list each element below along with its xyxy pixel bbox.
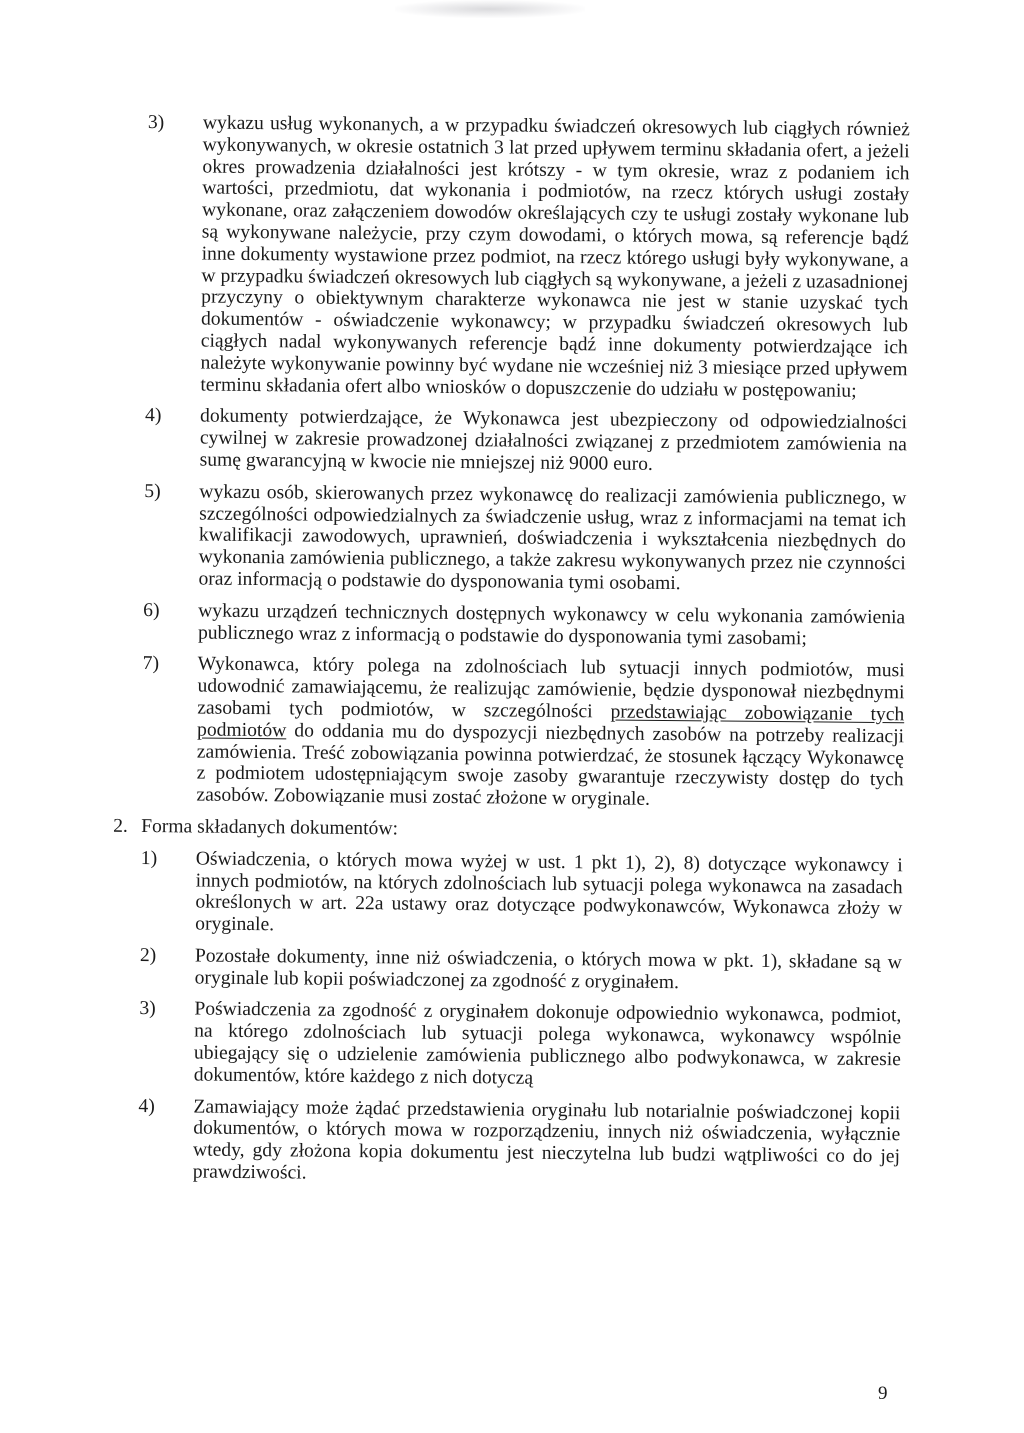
- list-item-5: [143, 481, 906, 597]
- section-2-item-1: [140, 848, 903, 942]
- list-item-text: wykazu osób, skierowanych przez wykonawcę do realizacji zamówienia publicznego, w szczególności odpowiedzialnych za świadczenie usług, wraz z informacjami na temat ich kwalifikacji zawodowych, uprawnień, doświadczenia i wykształcenia niezbędnych do wykonania zamówienia publicznego, a także zakresu wykonywanych przez nie czynności oraz informacją o podstawie do dysponowania tymi osobami.: [198, 481, 907, 595]
- list-number: 1): [140, 847, 158, 869]
- underlined-phrase: przedstawiając zobowiązanie tych podmiotów: [196, 701, 905, 742]
- list-number: 7): [142, 653, 160, 675]
- section-2-item-3: [139, 998, 902, 1092]
- section-number: 2.: [113, 815, 128, 837]
- list-item-text: dokumenty potwierdzające, że Wykonawca jest ubezpieczony od odpowiedzialności cywilnej w zakresie prowadzonej działalności związanej z przedmiotem zamówienia na sumę gwarancyjną w kwocie nie mniejszej niż 9000 euro.: [199, 405, 908, 475]
- list-number: 2): [139, 944, 157, 967]
- list-item-6: [143, 600, 905, 651]
- document-body: [113, 112, 910, 1190]
- list-item-text: wykazu usług wykonanych, a w przypadku świadczeń okresowych lub ciągłych również wykonywanych, w okresie ostatnich 3 lat przed upływem terminu składania ofert, a jeżeli okres prowadzenia działalności jest krótszy - w tym okresie, wraz z podaniem ich wartości, przedmiotu, dat wykonania i podmiotów, na rzecz których usługi zostały wykonane, oraz załączeniem dowodów określających czy te usługi zostały wykonane lub są wykonywane należycie, przy czym dowodami, o których mowa, są referencje bądź inne dokumenty wystawione przez podmiot, na rzecz którego usługi były wykonywane, a w przypadku świadczeń okresowych lub ciągłych są wykonywane, a jeżeli z uzasadnionej przyczyny o obiektywnym charakterze wykonawca nie jest w stanie uzyskać tych dokumentów - oświadczenie wykonawcy; w przypadku świadczeń okresowych lub ciągłych nadal wykonywanych referencje bądź inne dokumenty potwierdzające ich należyte wykonywanie powinny być wydane nie wcześniej niż 3 miesiące przed upływem terminu składania ofert albo wniosków o dopuszczenie do udziału w postępowaniu;: [200, 112, 910, 402]
- list-item-text: Poświadczenia za zgodność z oryginałem dokonuje odpowiednio wykonawca, podmiot, na którego zdolnościach lub sytuacji polega wykonawca, wykonawcy wspólnie ubiegający się o udzielenie zamówienia publicznego albo podwykonawca, w zakresie dokumentów, które każdego z nich dotyczą: [193, 998, 902, 1089]
- list-number: 4): [144, 405, 162, 427]
- list-number: 3): [147, 112, 165, 134]
- list-item-text-before: Wykonawca, który polega na zdolnościach lub sytuacji innych podmiotów, musi udowodnić zamawiającemu, że realizując zamówienie, będzie dysponował niezbędnymi zasobami tych podmiotów, w szczególności: [197, 653, 905, 723]
- section-2-heading: [113, 816, 903, 845]
- list-item-4: [145, 405, 908, 478]
- list-item-text-after: do oddania mu do dyspozycji niezbędnych zasobów na potrzeby realizacji zamówienia. Treść zobowiązania powinna potwierdzać, że stosunek łączący Wykonawcę z podmiotem udostępniającym swoje zasoby gwarantuje rzeczywisty dostęp do tych zasobów. Zobowiązanie musi zostać złożone w oryginale.: [196, 720, 905, 810]
- list-number: 4): [138, 1095, 155, 1117]
- section-title: Forma składanych dokumentów:: [141, 815, 399, 840]
- list-item-text: Zamawiający może żądać przedstawienia oryginału lub notarialnie poświadczonej kopii dokumentów, o których mowa w rozporządzeniu, innych niż oświadczenia, wyłącznie wtedy, gdy złożona kopia dokumentu jest nieczytelna lub budzi wątpliwości co do jej prawdziwości.: [192, 1096, 901, 1184]
- section-2-item-4: [138, 1096, 901, 1190]
- page-number: 9: [878, 1383, 888, 1404]
- list-number: 6): [143, 599, 160, 621]
- section-2-item-2: [140, 945, 902, 996]
- list-item-text: Oświadczenia, o których mowa wyżej w ust. 1 pkt 1), 2), 8) dotyczące wykonawcy i innych podmiotów, na których zdolnościach lub sytuacji polega wykonawca na zasadach określonych w art. 22a ustawy oraz dotyczące podwykonawców, Wykonawca złoży w oryginale.: [195, 848, 903, 936]
- scan-artifact: [395, 0, 585, 18]
- list-item-7: [141, 653, 904, 813]
- list-item-text: wykazu urządzeń technicznych dostępnych wykonawcy w celu wykonania zamówienia publicznego wraz z informacją o podstawie do dysponowania tymi zasobami;: [197, 600, 906, 649]
- list-item-text: Pozostałe dokumenty, inne niż oświadczenia, o których mowa w pkt. 1), składane są w oryginale lub kopii poświadczonej za zgodność z oryginałem.: [194, 945, 902, 993]
- list-item-3: [145, 112, 910, 403]
- list-number: 5): [144, 480, 161, 502]
- list-number: 3): [139, 998, 156, 1020]
